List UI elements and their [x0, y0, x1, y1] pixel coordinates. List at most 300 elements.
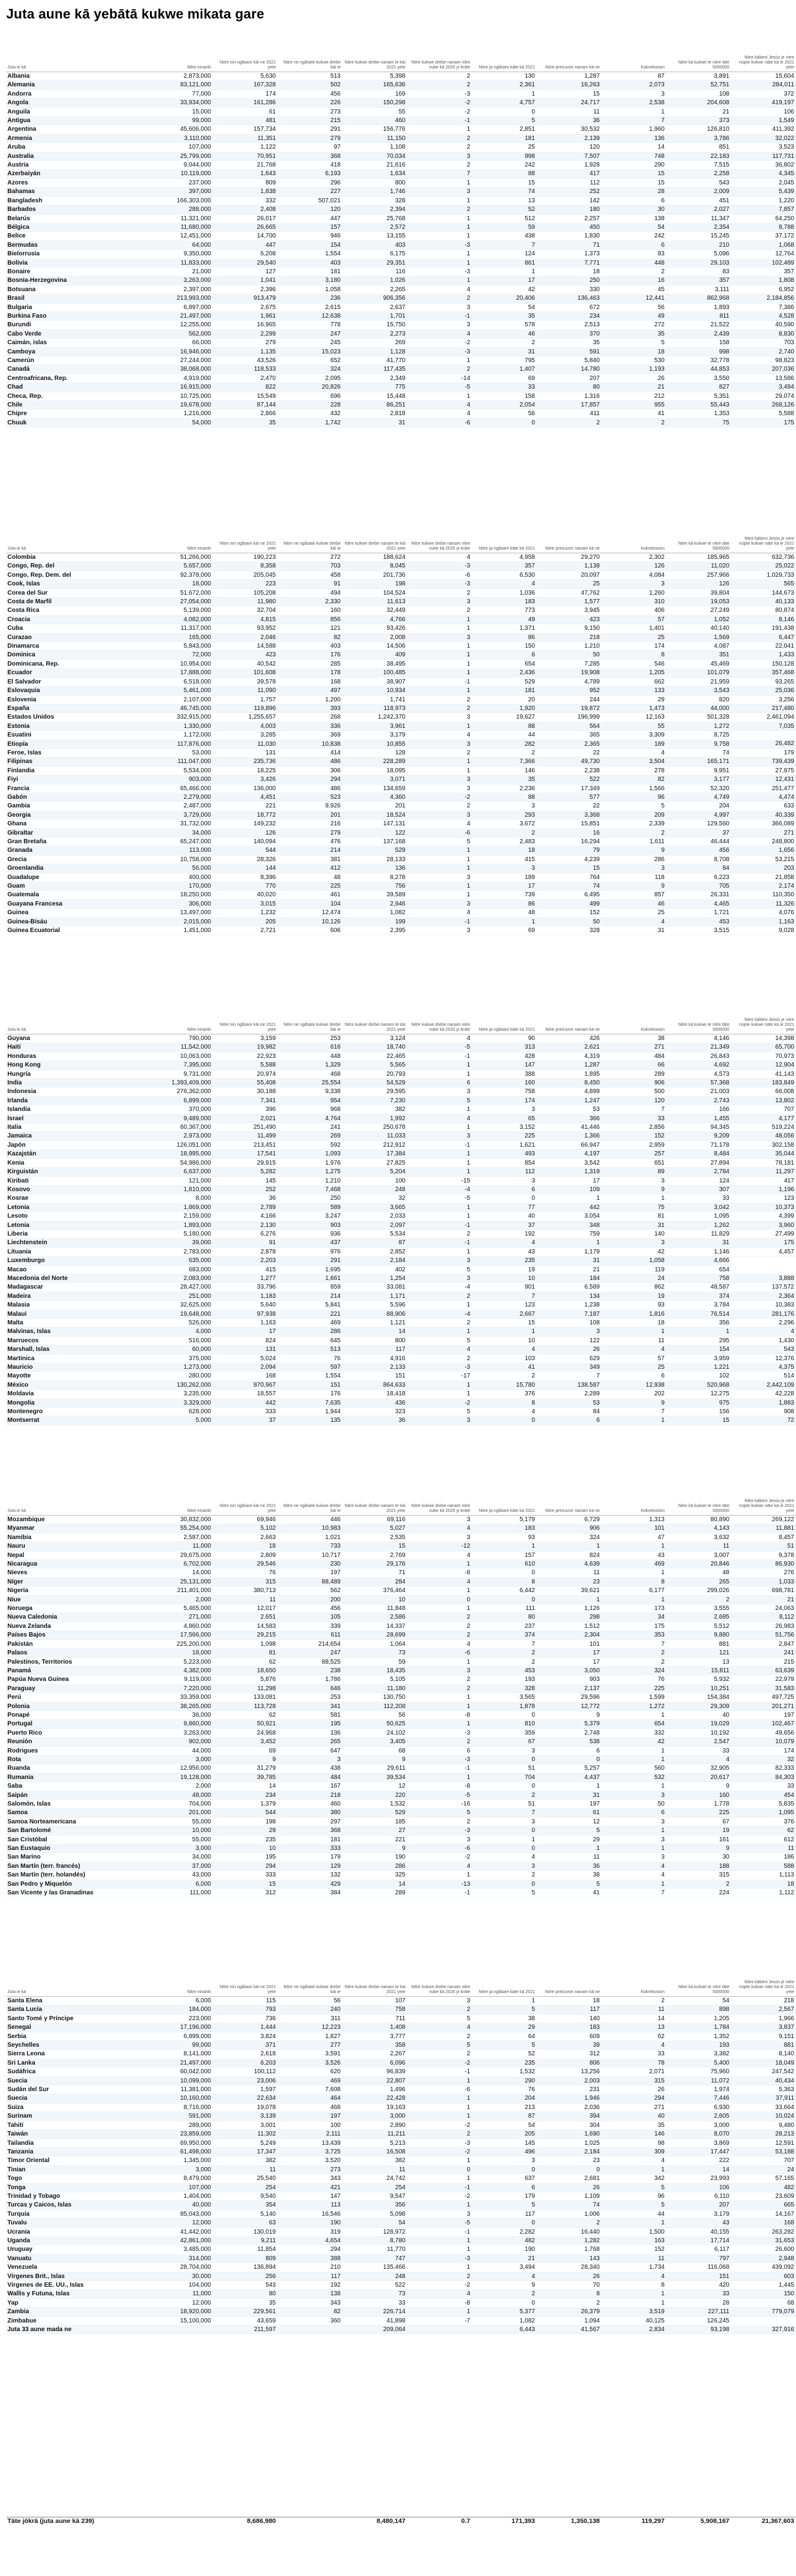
table-cell: 102,489	[731, 258, 796, 267]
table-cell: 176	[278, 1390, 342, 1398]
table-row	[6, 811, 796, 819]
table-cell: 810	[472, 1720, 537, 1728]
table-cell: 1,430	[731, 1336, 796, 1345]
table-cell: -1	[407, 2227, 472, 2236]
table-cell: 8,780	[342, 2236, 407, 2245]
table-cell: 18,000	[148, 1649, 213, 1657]
table-cell: 4,146	[666, 1034, 731, 1043]
table-cell: 6,442	[472, 1587, 537, 1595]
table-cell: 51,266,000	[148, 553, 213, 562]
table-cell: 23,993	[666, 2174, 731, 2183]
table-cell: 18,557	[213, 1390, 278, 1398]
table-cell: 101,608	[213, 669, 278, 677]
table-cell: 6,530	[472, 571, 537, 579]
table-cell: 35	[472, 775, 537, 784]
table-cell: 120	[602, 1096, 666, 1105]
country-name: Surinam	[6, 2112, 148, 2121]
table-cell: 209	[602, 811, 666, 819]
table-cell: 281,176	[731, 1310, 796, 1318]
table-cell: 458	[278, 571, 342, 579]
table-cell: 235	[472, 1257, 537, 1265]
table-cell: 456	[278, 89, 342, 98]
table-cell: 446	[278, 1516, 342, 1524]
table-cell: 1	[407, 1061, 472, 1070]
table-cell: 2,033	[342, 1212, 407, 1221]
table-cell: 86,251	[342, 401, 407, 410]
table-cell: 0	[472, 1782, 537, 1791]
table-cell: 1,379	[213, 1800, 278, 1809]
column-header: Nitre kukwe drebe nanam nitre nuke kä 2020 yi kräte	[407, 49, 472, 72]
table-cell: 544	[213, 846, 278, 855]
column-header: Nitre ne ngibiate kukwe drebe käi ie	[278, 530, 342, 553]
column-header: Nitre käbeni Jesús je nitre nüpte kukwe näte kä ie 2021 yete	[731, 1974, 796, 1997]
table-cell: 2	[407, 1292, 472, 1300]
table-cell: 870,967	[213, 1381, 278, 1389]
table-cell: 38	[472, 2014, 537, 2023]
table-cell: 1	[537, 1782, 602, 1791]
table-row	[6, 2290, 796, 2298]
table-cell: 221	[213, 802, 278, 811]
table-cell: 183	[472, 1524, 537, 1533]
table-cell: 1	[407, 258, 472, 267]
table-cell: 502	[278, 81, 342, 89]
table-row	[6, 1319, 796, 1327]
table-cell: 3	[407, 2210, 472, 2218]
table-row	[6, 1684, 796, 1693]
table-cell: 263,282	[731, 2227, 796, 2236]
table-cell: 3	[602, 1817, 666, 1826]
column-header: Nitre käbeni Jesús je nitre nüpte kukwe näte kä ie 2021 yete	[731, 530, 796, 553]
table-row	[6, 909, 796, 917]
table-cell: 210	[666, 241, 731, 249]
table-cell: 704	[472, 1773, 537, 1781]
table-cell: 610	[472, 1560, 537, 1569]
table-cell: 62	[213, 1711, 278, 1719]
table-cell: 0	[472, 1827, 537, 1835]
table-cell: 51	[731, 1542, 796, 1551]
table-cell: 3,007	[666, 1551, 731, 1559]
table-cell: 18	[472, 846, 537, 855]
table-cell: 1	[407, 1587, 472, 1595]
table-cell: 198	[342, 580, 407, 588]
table-cell: 75	[666, 418, 731, 427]
table-cell: 69	[472, 374, 537, 382]
table-cell: 5,223,000	[148, 1657, 213, 1666]
table-cell: 370,000	[148, 1105, 213, 1114]
table-row	[6, 196, 796, 205]
table-cell: 75	[602, 1203, 666, 1212]
table-cell: 157	[278, 223, 342, 231]
table-cell: 20,793	[342, 1070, 407, 1078]
table-cell: 236	[278, 294, 342, 303]
table-cell: 1,786	[278, 1675, 342, 1684]
table-cell: 19,678,000	[148, 401, 213, 410]
table-cell: 25	[537, 580, 602, 588]
table-cell: 4	[407, 1524, 472, 1533]
table-cell: 5	[472, 2201, 537, 2210]
table-cell: 31,279	[213, 1764, 278, 1773]
table-cell: 29,596	[537, 1693, 602, 1702]
country-name: Chuuk	[6, 418, 148, 427]
table-cell: 5,098	[342, 2210, 407, 2218]
table-cell: 204	[666, 802, 731, 811]
table-cell: -1	[407, 1052, 472, 1060]
table-cell: 4,916	[342, 1354, 407, 1363]
table-cell: 22,979	[731, 1675, 796, 1684]
table-cell: 456	[278, 1604, 342, 1613]
table-cell: 101	[602, 1524, 666, 1533]
table-cell: 8,358	[213, 562, 278, 571]
table-cell: 28	[666, 2298, 731, 2307]
table-cell: 442	[213, 1398, 278, 1407]
table-cell: 901	[472, 1283, 537, 1292]
table-cell: 10,954,000	[148, 659, 213, 668]
table-cell: 2	[666, 1595, 731, 1604]
table-cell: 147	[278, 2192, 342, 2200]
table-cell: 33,359,000	[148, 1693, 213, 1702]
country-name: Turcas y Caicos, Islas	[6, 2201, 148, 2210]
table-cell: 975	[666, 1398, 731, 1407]
table-cell: 2,637	[342, 303, 407, 312]
table-cell: 277	[278, 2041, 342, 2050]
table-cell: 2,000	[148, 1595, 213, 1604]
table-cell: 1	[602, 1827, 666, 1835]
country-name: Saba	[6, 1782, 148, 1791]
table-cell: 1,082	[342, 909, 407, 917]
table-cell: 1	[407, 1327, 472, 1336]
table-cell: 33	[602, 2050, 666, 2058]
table-row	[6, 214, 796, 223]
table-cell: 81	[213, 1649, 278, 1657]
table-cell: 756	[342, 882, 407, 891]
table-cell: 201,271	[731, 1702, 796, 1711]
table-cell: 273	[278, 107, 342, 116]
table-cell: 2,487,000	[148, 802, 213, 811]
table-row	[6, 1613, 796, 1622]
country-name: Tahití	[6, 2121, 148, 2129]
table-cell: 1,960	[602, 125, 666, 134]
country-name: Nueva Zelanda	[6, 1622, 148, 1630]
table-cell: -2	[407, 2281, 472, 2290]
table-cell: 2,651	[213, 1613, 278, 1622]
table-cell: 48,000	[148, 1791, 213, 1799]
table-cell: 1	[407, 1070, 472, 1078]
table-cell: 9	[666, 1782, 731, 1791]
table-cell: 5,932	[666, 1675, 731, 1684]
table-cell: 13	[666, 1657, 731, 1666]
table-cell: 74	[537, 2201, 602, 2210]
table-cell: 18,418	[342, 1390, 407, 1398]
table-cell: 18,000	[148, 580, 213, 588]
table-cell: 165,171	[666, 758, 731, 766]
table-cell: -2	[407, 2121, 472, 2129]
country-name: Namibia	[6, 1533, 148, 1542]
table-cell: 2,408	[213, 205, 278, 214]
table-cell: 2,878	[213, 1247, 278, 1256]
table-cell: 174	[213, 89, 278, 98]
table-cell: 314,000	[148, 2254, 213, 2263]
totals-row-container	[6, 2517, 794, 2525]
table-cell: 3,494	[731, 383, 796, 392]
table-row	[6, 250, 796, 258]
table-cell: 1	[407, 2263, 472, 2272]
table-cell: 1,695	[278, 1265, 342, 1274]
table-row	[6, 1257, 796, 1265]
table-cell: 9,119,000	[148, 1675, 213, 1684]
table-row	[6, 1844, 796, 1853]
table-cell: 160	[278, 606, 342, 615]
table-row	[6, 1229, 796, 1238]
table-cell: 544	[213, 1809, 278, 1817]
table-cell: 244	[537, 695, 602, 704]
table-cell: 3,329,000	[148, 1398, 213, 1407]
table-cell: 289	[342, 1889, 407, 1897]
country-name: Barbados	[6, 205, 148, 214]
table-row	[6, 2308, 796, 2316]
table-cell: 1	[407, 250, 472, 258]
table-cell: 4,166	[213, 1212, 278, 1221]
table-row	[6, 2112, 796, 2121]
table-cell: 96	[602, 2192, 666, 2200]
table-cell: 204	[472, 2094, 537, 2103]
table-cell: 906	[537, 1524, 602, 1533]
country-name: Honduras	[6, 1052, 148, 1060]
table-cell: 1,569	[666, 633, 731, 642]
table-cell: 8,788	[731, 223, 796, 231]
table-row	[6, 107, 796, 116]
table-cell: 5,105	[342, 1675, 407, 1684]
table-cell: 272	[602, 321, 666, 329]
table-cell: 175	[731, 418, 796, 427]
table-cell: 388	[278, 2254, 342, 2263]
table-cell: 447	[213, 241, 278, 249]
country-name: Brasil	[6, 294, 148, 303]
table-cell: -5	[407, 383, 472, 392]
table-cell: 174	[472, 1096, 537, 1105]
country-name: Camerún	[6, 357, 148, 365]
column-header: Nitre nin ngibiare käi ne 2021 yete	[213, 1012, 278, 1034]
table-cell: 211,401,000	[148, 1587, 213, 1595]
table-cell: 44,000	[148, 1746, 213, 1755]
table-cell: 6	[602, 1809, 666, 1817]
country-name: Guayana Francesa	[6, 899, 148, 908]
table-cell: 80	[472, 1613, 537, 1622]
table-cell: -17	[407, 1372, 472, 1381]
table-cell: 31	[602, 927, 666, 935]
table-cell: 4,076	[731, 909, 796, 917]
table-cell: 1	[407, 882, 472, 891]
table-cell: 229,561	[213, 2308, 278, 2316]
table-cell: 55,408	[213, 1079, 278, 1088]
table-cell: -3	[407, 1728, 472, 1737]
table-cell: 307	[666, 1185, 731, 1194]
table-cell: 56	[342, 1711, 407, 1719]
column-header: Nitre nin ngibiare käi ne 2021 yete	[213, 1974, 278, 1997]
column-header: Nitre kukwe drebe nanam te käi 2021 yete	[342, 530, 407, 553]
table-cell: 55,000	[148, 1835, 213, 1844]
table-cell: 54,000	[148, 418, 213, 427]
table-row	[6, 1809, 796, 1817]
table-cell: 827	[666, 383, 731, 392]
table-cell: 24,968	[213, 1728, 278, 1737]
table-cell: 2,681	[537, 2174, 602, 2183]
table-row	[6, 2032, 796, 2041]
table-row	[6, 410, 796, 418]
table-cell: 421	[278, 2183, 342, 2192]
table-cell: 3,543	[666, 687, 731, 695]
table-cell: 1	[472, 1997, 537, 2005]
table-cell: 1,599	[602, 1693, 666, 1702]
table-cell: 17,347	[213, 2147, 278, 2156]
table-row	[6, 1569, 796, 1577]
table-cell: 157	[472, 1551, 537, 1559]
table-cell: 151	[342, 1372, 407, 1381]
table-cell: 0	[537, 1755, 602, 1764]
table-cell: 16,946,000	[148, 347, 213, 356]
table-cell: 1	[407, 2174, 472, 2183]
table-cell: 5,657,000	[148, 562, 213, 571]
table-row	[6, 2326, 796, 2334]
table-cell: 5,588	[213, 1061, 278, 1070]
table-cell: 63	[213, 2219, 278, 2227]
table-cell: 3,565	[472, 1693, 537, 1702]
table-cell: 4,239	[537, 855, 602, 864]
country-name: Mongolia	[6, 1398, 148, 1407]
table-row	[6, 357, 796, 365]
table-cell: 250,678	[342, 1123, 407, 1132]
table-cell: 3,494	[472, 2263, 537, 2272]
table-row	[6, 1398, 796, 1407]
column-header: Nitre kukwe drebe nanam nitre nuke kä 2020 yi kräte	[407, 530, 472, 553]
table-cell: 16,965	[213, 321, 278, 329]
table-cell: 40,133	[731, 598, 796, 606]
table-cell: 1,319	[537, 1168, 602, 1176]
table-cell: 6	[472, 1185, 537, 1194]
table-row	[6, 258, 796, 267]
table-row	[6, 383, 796, 392]
table-cell: 18,920,000	[148, 2308, 213, 2316]
table-cell: 1	[407, 864, 472, 873]
table-cell: 48,587	[666, 1283, 731, 1292]
table-cell: 1,433	[731, 651, 796, 659]
column-header: Nitre kä kukwe te nitre täte 5000000	[666, 49, 731, 72]
table-row	[6, 2094, 796, 2103]
table-cell: 106	[731, 107, 796, 116]
table-row	[6, 89, 796, 98]
table-cell: 268,126	[731, 401, 796, 410]
table-cell: 217,480	[731, 704, 796, 712]
table-cell: 189	[472, 873, 537, 881]
table-cell: 4	[407, 820, 472, 828]
table-cell: 98	[602, 2139, 666, 2147]
table-cell: 13,256	[537, 2068, 602, 2076]
table-cell: 21,497,000	[148, 2058, 213, 2067]
table-cell: 26,843	[666, 1052, 731, 1060]
table-cell: 898	[666, 2005, 731, 2014]
country-name: San Eustaquio	[6, 1844, 148, 1853]
table-cell: 560	[602, 1764, 666, 1773]
table-cell: 2,439	[666, 329, 731, 338]
country-name: Francia	[6, 784, 148, 793]
table-cell: 3,050	[537, 1666, 602, 1675]
country-table	[6, 49, 796, 427]
table-cell: 10,063,000	[148, 1052, 213, 1060]
table-cell: 476	[278, 838, 342, 846]
country-name: Uganda	[6, 2236, 148, 2245]
table-cell: 3	[472, 1862, 537, 1870]
table-cell: 19,872	[537, 704, 602, 712]
table-cell: 18,995,000	[148, 1150, 213, 1158]
table-cell: 1,976	[278, 1158, 342, 1167]
table-cell: 110,350	[731, 891, 796, 899]
table-cell: 5,596	[342, 1301, 407, 1310]
table-cell: 11,613	[342, 598, 407, 606]
table-cell: 1,128	[342, 347, 407, 356]
column-header: Nitre preicuron nanam kä ne	[537, 1493, 602, 1516]
table-cell: 2,289	[537, 1390, 602, 1398]
table-cell: 64,250	[731, 214, 796, 223]
table-cell: 3	[602, 864, 666, 873]
table-cell: 9,489,000	[148, 1114, 213, 1123]
table-cell: 21	[472, 2254, 537, 2263]
table-cell: 21,616	[342, 161, 407, 170]
table-cell: 859	[278, 1283, 342, 1292]
country-name: Burkina Faso	[6, 312, 148, 320]
table-cell: 9	[213, 1755, 278, 1764]
table-cell: 64,000	[148, 241, 213, 249]
table-cell: 2,618	[213, 2050, 278, 2058]
table-cell: 2,685	[666, 1613, 731, 1622]
table-row	[6, 1239, 796, 1247]
table-cell: 5,249	[213, 2139, 278, 2147]
table-cell: 135,466	[342, 2263, 407, 2272]
table-cell: 33	[602, 1114, 666, 1123]
table-cell: 251,000	[148, 1292, 213, 1300]
table-cell: 10	[472, 1336, 537, 1345]
country-name: Tailandia	[6, 2139, 148, 2147]
table-row	[6, 2076, 796, 2085]
table-cell: 1,095	[666, 1212, 731, 1221]
table-cell: 906,356	[342, 294, 407, 303]
table-cell: 1	[602, 1755, 666, 1764]
table-row	[6, 2281, 796, 2290]
table-cell: 14	[342, 1880, 407, 1888]
table-cell: 26,482	[731, 740, 796, 748]
table-cell: 2,265	[342, 285, 407, 294]
table-cell: 5,588	[731, 410, 796, 418]
table-row	[6, 1997, 796, 2005]
table-cell: 1,532	[472, 2068, 537, 2076]
table-cell: -16	[407, 1800, 472, 1809]
table-cell: 11,381,000	[148, 2086, 213, 2094]
country-name: Malaui	[6, 1310, 148, 1318]
table-cell: 33	[666, 2290, 731, 2298]
table-row	[6, 2183, 796, 2192]
table-cell: 4,639	[537, 1560, 602, 1569]
table-cell: 7	[472, 241, 537, 249]
table-cell: 201,000	[148, 1809, 213, 1817]
table-cell: 739	[472, 891, 537, 899]
table-cell: 3,000	[666, 2121, 731, 2129]
table-cell: 144,673	[731, 588, 796, 597]
table-row	[6, 615, 796, 624]
table-cell: 373	[666, 117, 731, 125]
totals-cell: 8,686,980	[213, 2517, 278, 2526]
country-name: Eslovaquia	[6, 687, 148, 695]
table-cell: 460	[342, 117, 407, 125]
table-cell: 53,000	[148, 748, 213, 757]
table-cell: 351	[666, 651, 731, 659]
